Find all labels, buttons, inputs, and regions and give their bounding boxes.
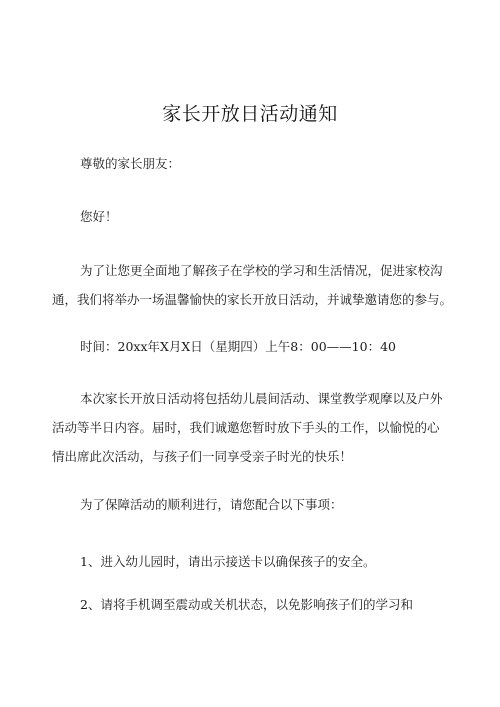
notice-intro: 为了保障活动的顺利进行，请您配合以下事项：	[80, 497, 343, 512]
list-item: 2、请将手机调至震动或关机状态，以免影响孩子们的学习和	[80, 597, 413, 612]
intro-paragraph	[52, 256, 452, 314]
list-item: 1、进入幼儿园时，请出示接送卡以确保孩子的安全。	[80, 554, 376, 569]
intro-line-1: 为了让您更全面地了解孩子在学校的学习和生活情况，促进家校沟	[80, 263, 443, 278]
activity-paragraph	[52, 384, 452, 471]
intro-line-2: 通，我们将举办一场温馨愉快的家长开放日活动，并诚挚邀请您的参与。	[52, 292, 453, 307]
greeting: 您好！	[80, 209, 118, 224]
activity-line-1: 本次家长开放日活动将包括幼儿晨间活动、课堂教学观摩以及户外	[80, 391, 443, 406]
activity-line-2: 活动等半日内容。届时，我们诚邀您暂时放下手头的工作，以愉悦的心	[52, 420, 440, 435]
salutation: 尊敬的家长朋友：	[80, 156, 181, 171]
activity-line-3: 情出席此次活动，与孩子们一同享受亲子时光的快乐！	[52, 449, 353, 464]
document-title: 家长开放日活动通知	[162, 103, 338, 125]
event-time: 时间：20xx年X月X日（星期四）上午8：00——10：40	[80, 339, 396, 354]
